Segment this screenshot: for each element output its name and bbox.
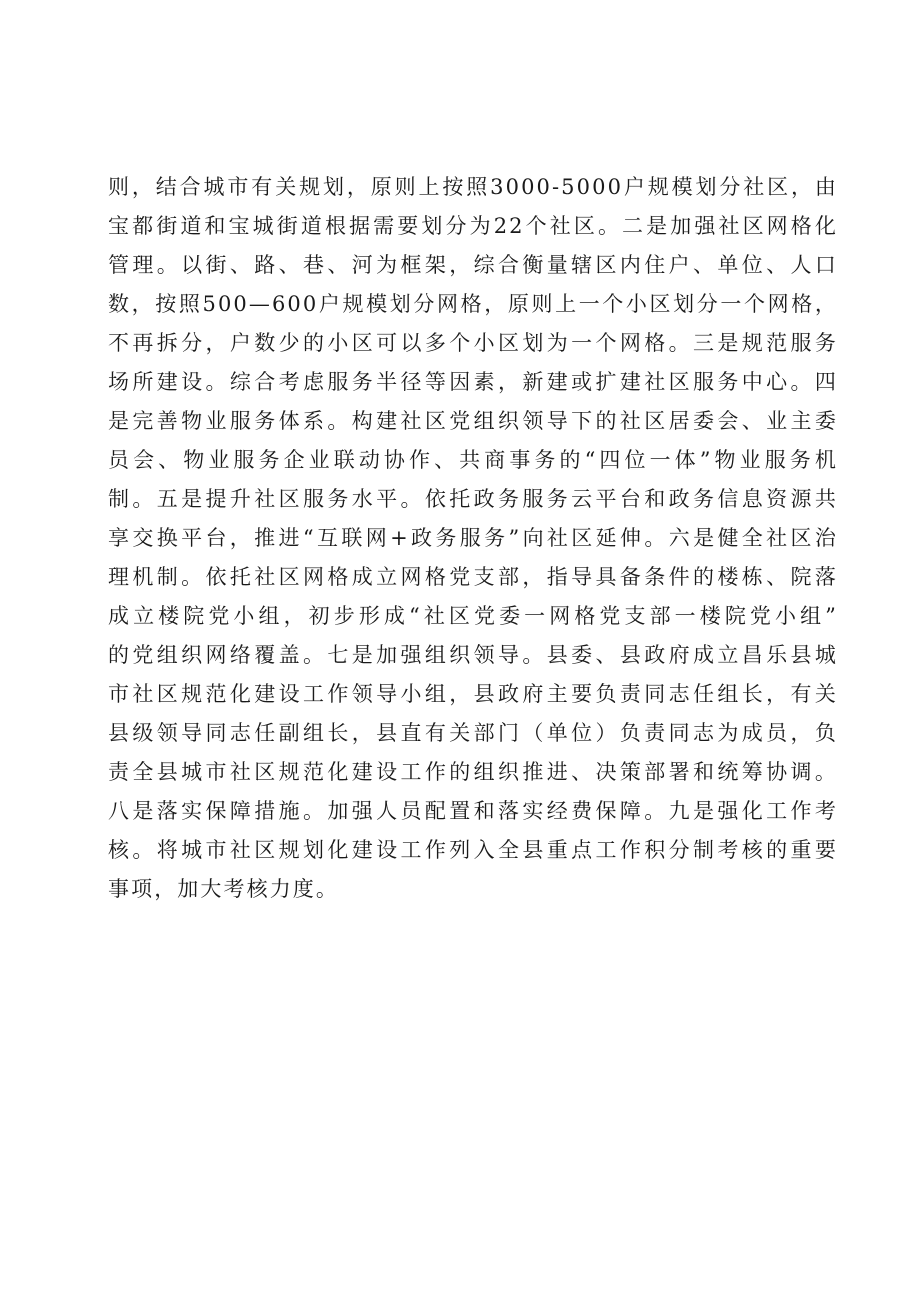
paragraph-line: 宝都街道和宝城街道根据需要划分为22个社区。二是加强社区网格化: [108, 214, 838, 238]
paragraph-line: 事项，加大考核力度。: [108, 877, 339, 901]
paragraph-line: 县级领导同志任副组长，县直有关部门（单位）负责同志为成员，负: [108, 721, 838, 745]
paragraph-line: 市社区规范化建设工作领导小组，县政府主要负责同志任组长，有关: [108, 682, 838, 706]
paragraph-line: 不再拆分，户数少的小区可以多个小区划为一个网格。三是规范服务: [108, 331, 838, 355]
body-paragraph: [108, 168, 838, 909]
paragraph-line: 八是落实保障措施。加强人员配置和落实经费保障。九是强化工作考: [108, 799, 838, 823]
paragraph-line: 享交换平台，推进“互联网+政务服务”向社区延伸。六是健全社区治: [108, 526, 838, 550]
paragraph-line: 管理。以街、路、巷、河为框架，综合衡量辖区内住户、单位、人口: [108, 253, 838, 277]
paragraph-line: 的党组织网络覆盖。七是加强组织领导。县委、县政府成立昌乐县城: [108, 643, 838, 667]
paragraph-line: 制。五是提升社区服务水平。依托政务服务云平台和政务信息资源共: [108, 487, 838, 511]
paragraph-line: 数，按照500—600户规模划分网格，原则上一个小区划分一个网格，: [108, 292, 838, 316]
paragraph-line: 理机制。依托社区网格成立网格党支部，指导具备条件的楼栋、院落: [108, 565, 838, 589]
paragraph-line: 场所建设。综合考虑服务半径等因素，新建或扩建社区服务中心。四: [108, 370, 838, 394]
paragraph-line: 成立楼院党小组，初步形成“社区党委一网格党支部一楼院党小组”: [108, 604, 838, 628]
paragraph-line: 则，结合城市有关规划，原则上按照3000-5000户规模划分社区，由: [108, 175, 838, 199]
paragraph-line: 核。将城市社区规划化建设工作列入全县重点工作积分制考核的重要: [108, 838, 838, 862]
paragraph-line: 是完善物业服务体系。构建社区党组织领导下的社区居委会、业主委: [108, 409, 838, 433]
paragraph-line: 员会、物业服务企业联动协作、共商事务的“四位一体”物业服务机: [108, 448, 838, 472]
paragraph-line: 责全县城市社区规范化建设工作的组织推进、决策部署和统筹协调。: [108, 760, 838, 784]
